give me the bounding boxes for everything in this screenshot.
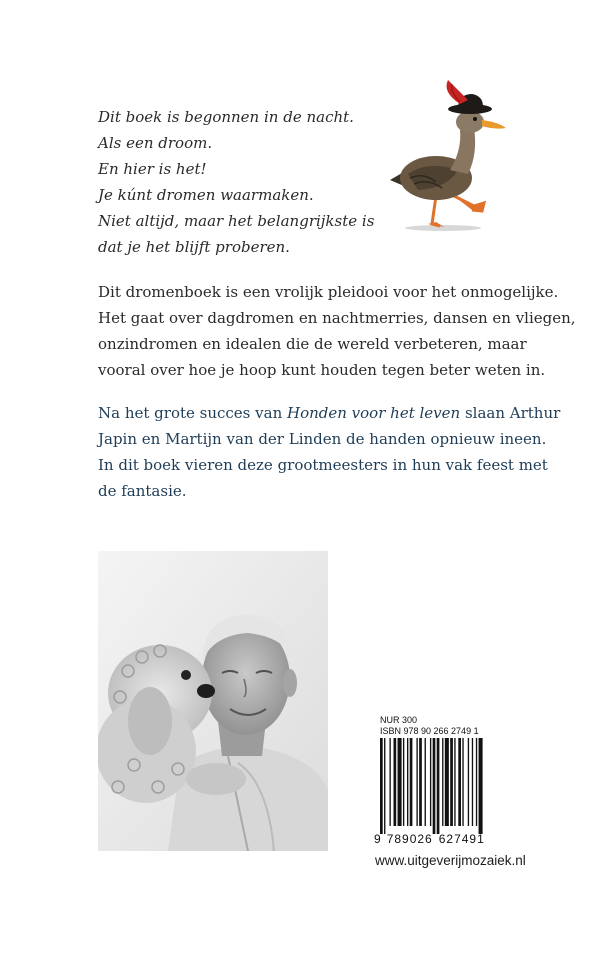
poem-line: dat je het blijft proberen. [98,238,290,256]
barcode-bar [442,738,443,826]
barcode-bar [410,738,413,826]
paragraph-line: de fantasie. [98,482,187,500]
paragraph-line: In dit boek vieren deze grootmeesters in hun vak feest met [98,456,548,474]
barcode-bar [445,738,449,826]
barcode-bars [380,738,510,834]
author-photo [98,551,328,851]
barcode-bar [389,738,390,826]
barcode-bar [437,738,440,834]
barcode-bar [450,738,453,826]
poem-line: Dit boek is begonnen in de nacht. [98,108,354,126]
barcode-lead-digit: 9 [374,832,382,846]
barcode-bar [416,738,417,826]
author-with-dog-image [98,551,328,851]
nur-code: NUR 300 [380,715,418,725]
poem-line: En hier is het! [98,160,207,178]
poem-line: Als een droom. [98,134,213,152]
barcode-digits [374,832,514,846]
duck-illustration [388,78,506,236]
poem-line: Niet altijd, maar het belangrijkste is [98,212,375,230]
barcode-bar [458,738,461,826]
barcode-bar [394,738,397,826]
barcode-bar [468,738,469,826]
barcode-bar [407,738,408,826]
barcode-bar [479,738,483,834]
poem-line: Je kúnt dromen waarmaken. [98,186,314,204]
book-title-reference: Honden voor het leven [287,404,461,422]
barcode-bar [454,738,455,826]
barcode-block [374,714,512,850]
description-paragraph [98,279,576,383]
publisher-url: www.uitgeverijmozaiek.nl [375,853,526,868]
isbn-number: ISBN 978 90 266 2749 1 [380,726,479,736]
barcode-bar [419,738,422,826]
authors-paragraph [98,400,561,504]
barcode-bar [403,738,404,826]
barcode-bar [430,738,431,826]
barcode-digit-group: 627491 [438,832,485,846]
paragraph-line: Het gaat over dagdromen en nachtmerries, dansen en vliegen, [98,309,576,327]
barcode-bar [398,738,402,826]
text-segment: Na het grote succes van [98,404,287,422]
text-segment: slaan Arthur [460,404,561,422]
intro-poem [98,104,398,260]
barcode-bar [384,738,385,834]
barcode-bar [433,738,436,834]
paragraph-line: onzindromen en idealen die de wereld verbeteren, maar [98,335,527,353]
barcode-bar [462,738,463,826]
barcode-bar [380,738,383,834]
paragraph-line: vooral over hoe je hoop kunt houden tegen beter weten in. [98,361,546,379]
barcode-bar [425,738,426,826]
paragraph-line [98,400,561,426]
barcode-bar [472,738,473,826]
paragraph-line: Japin en Martijn van der Linden de handen opnieuw ineen. [98,430,547,448]
barcode-bar [476,738,477,826]
barcode-digit-group: 789026 [386,832,433,846]
paragraph-line: Dit dromenboek is een vrolijk pleidooi voor het onmogelijke. [98,283,559,301]
